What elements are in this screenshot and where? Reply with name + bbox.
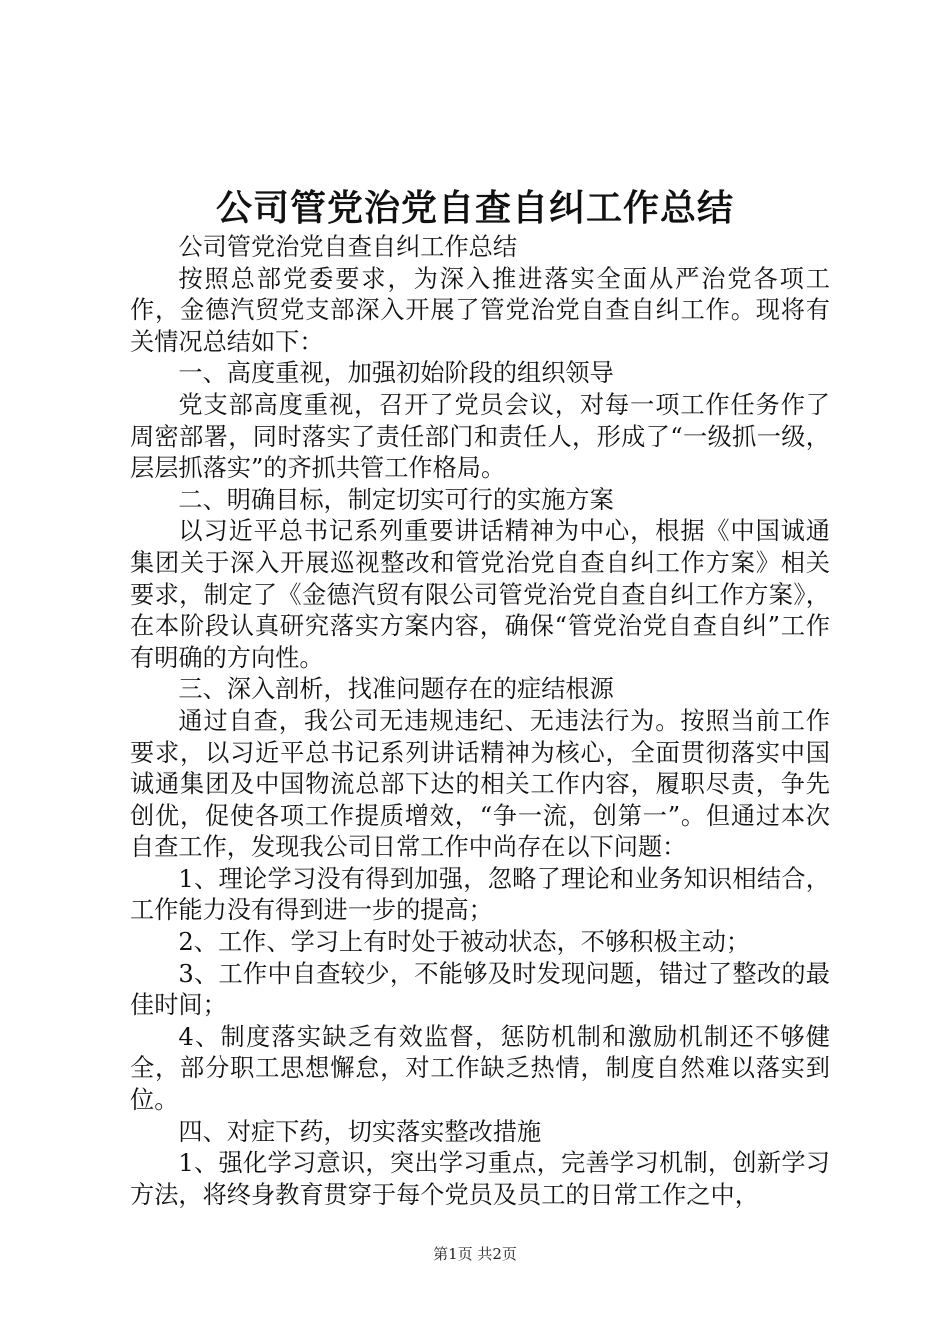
section-heading-3: 三、深入剖析，找准问题存在的症结根源 <box>178 675 614 704</box>
paragraph-section-2: 以习近平总书记系列重要讲话精神为中心，根据《中国诚通集团关于深入开展巡视整改和管党治党自查自纠工作方案》相关要求，制定了《金德汽贸有限公司管党治党自查自纠工作方案》，在本阶段认真研究落实方案内容，确保“管党治党自查自纠”工作有明确的方向性。 <box>130 517 830 672</box>
document-title: 公司管党治党自查自纠工作总结 <box>215 188 734 229</box>
section-heading-4: 四、对症下药，切实落实整改措施 <box>178 1117 542 1146</box>
page-footer: 第1页 共2页 <box>433 1245 517 1263</box>
paragraph-section-3: 通过自查，我公司无违规违纪、无违法行为。按照当前工作要求，以习近平总书记系列讲话精神为核心，全面贯彻落实中国诚通集团及中国物流总部下达的相关工作内容，履职尽责，争先创优，促使各项工作提质增效，“争一流，创第一”。但通过本次自查工作，发现我公司日常工作中尚存在以下问题： <box>130 706 830 862</box>
problem-item-1: 1、理论学习没有得到加强，忽略了理论和业务知识相结合，工作能力没有得到进一步的提高； <box>130 864 830 925</box>
paragraph-section-1: 党支部高度重视，召开了党员会议，对每一项工作任务作了周密部署，同时落实了责任部门和责任人，形成了“一级抓一级，层层抓落实”的齐抓共管工作格局。 <box>130 390 830 483</box>
problem-item-2: 2、工作、学习上有时处于被动状态，不够积极主动； <box>178 928 751 957</box>
problem-item-3: 3、工作中自查较少，不能够及时发现问题，错过了整改的最佳时间； <box>130 959 830 1020</box>
section-heading-2: 二、明确目标，制定切实可行的实施方案 <box>178 485 614 514</box>
problem-item-4: 4、制度落实缺乏有效监督，惩防机制和激励机制还不够健全，部分职工思想懈怠，对工作缺乏热情，制度自然难以落实到位。 <box>130 1022 830 1115</box>
measure-item-1: 1、强化学习意识，突出学习重点，完善学习机制，创新学习方法，将终身教育贯穿于每个党员及员工的日常工作之中， <box>130 1149 830 1209</box>
paragraph-heading-repeat: 公司管党治党自查自纠工作总结 <box>178 233 518 261</box>
document-body <box>130 232 830 1211</box>
paragraph-intro: 按照总部党委要求，为深入推进落实全面从严治党各项工作，金德汽贸党支部深入开展了管党治党自查自纠工作。现将有关情况总结如下： <box>130 264 830 356</box>
section-heading-1: 一、高度重视，加强初始阶段的组织领导 <box>178 359 614 388</box>
